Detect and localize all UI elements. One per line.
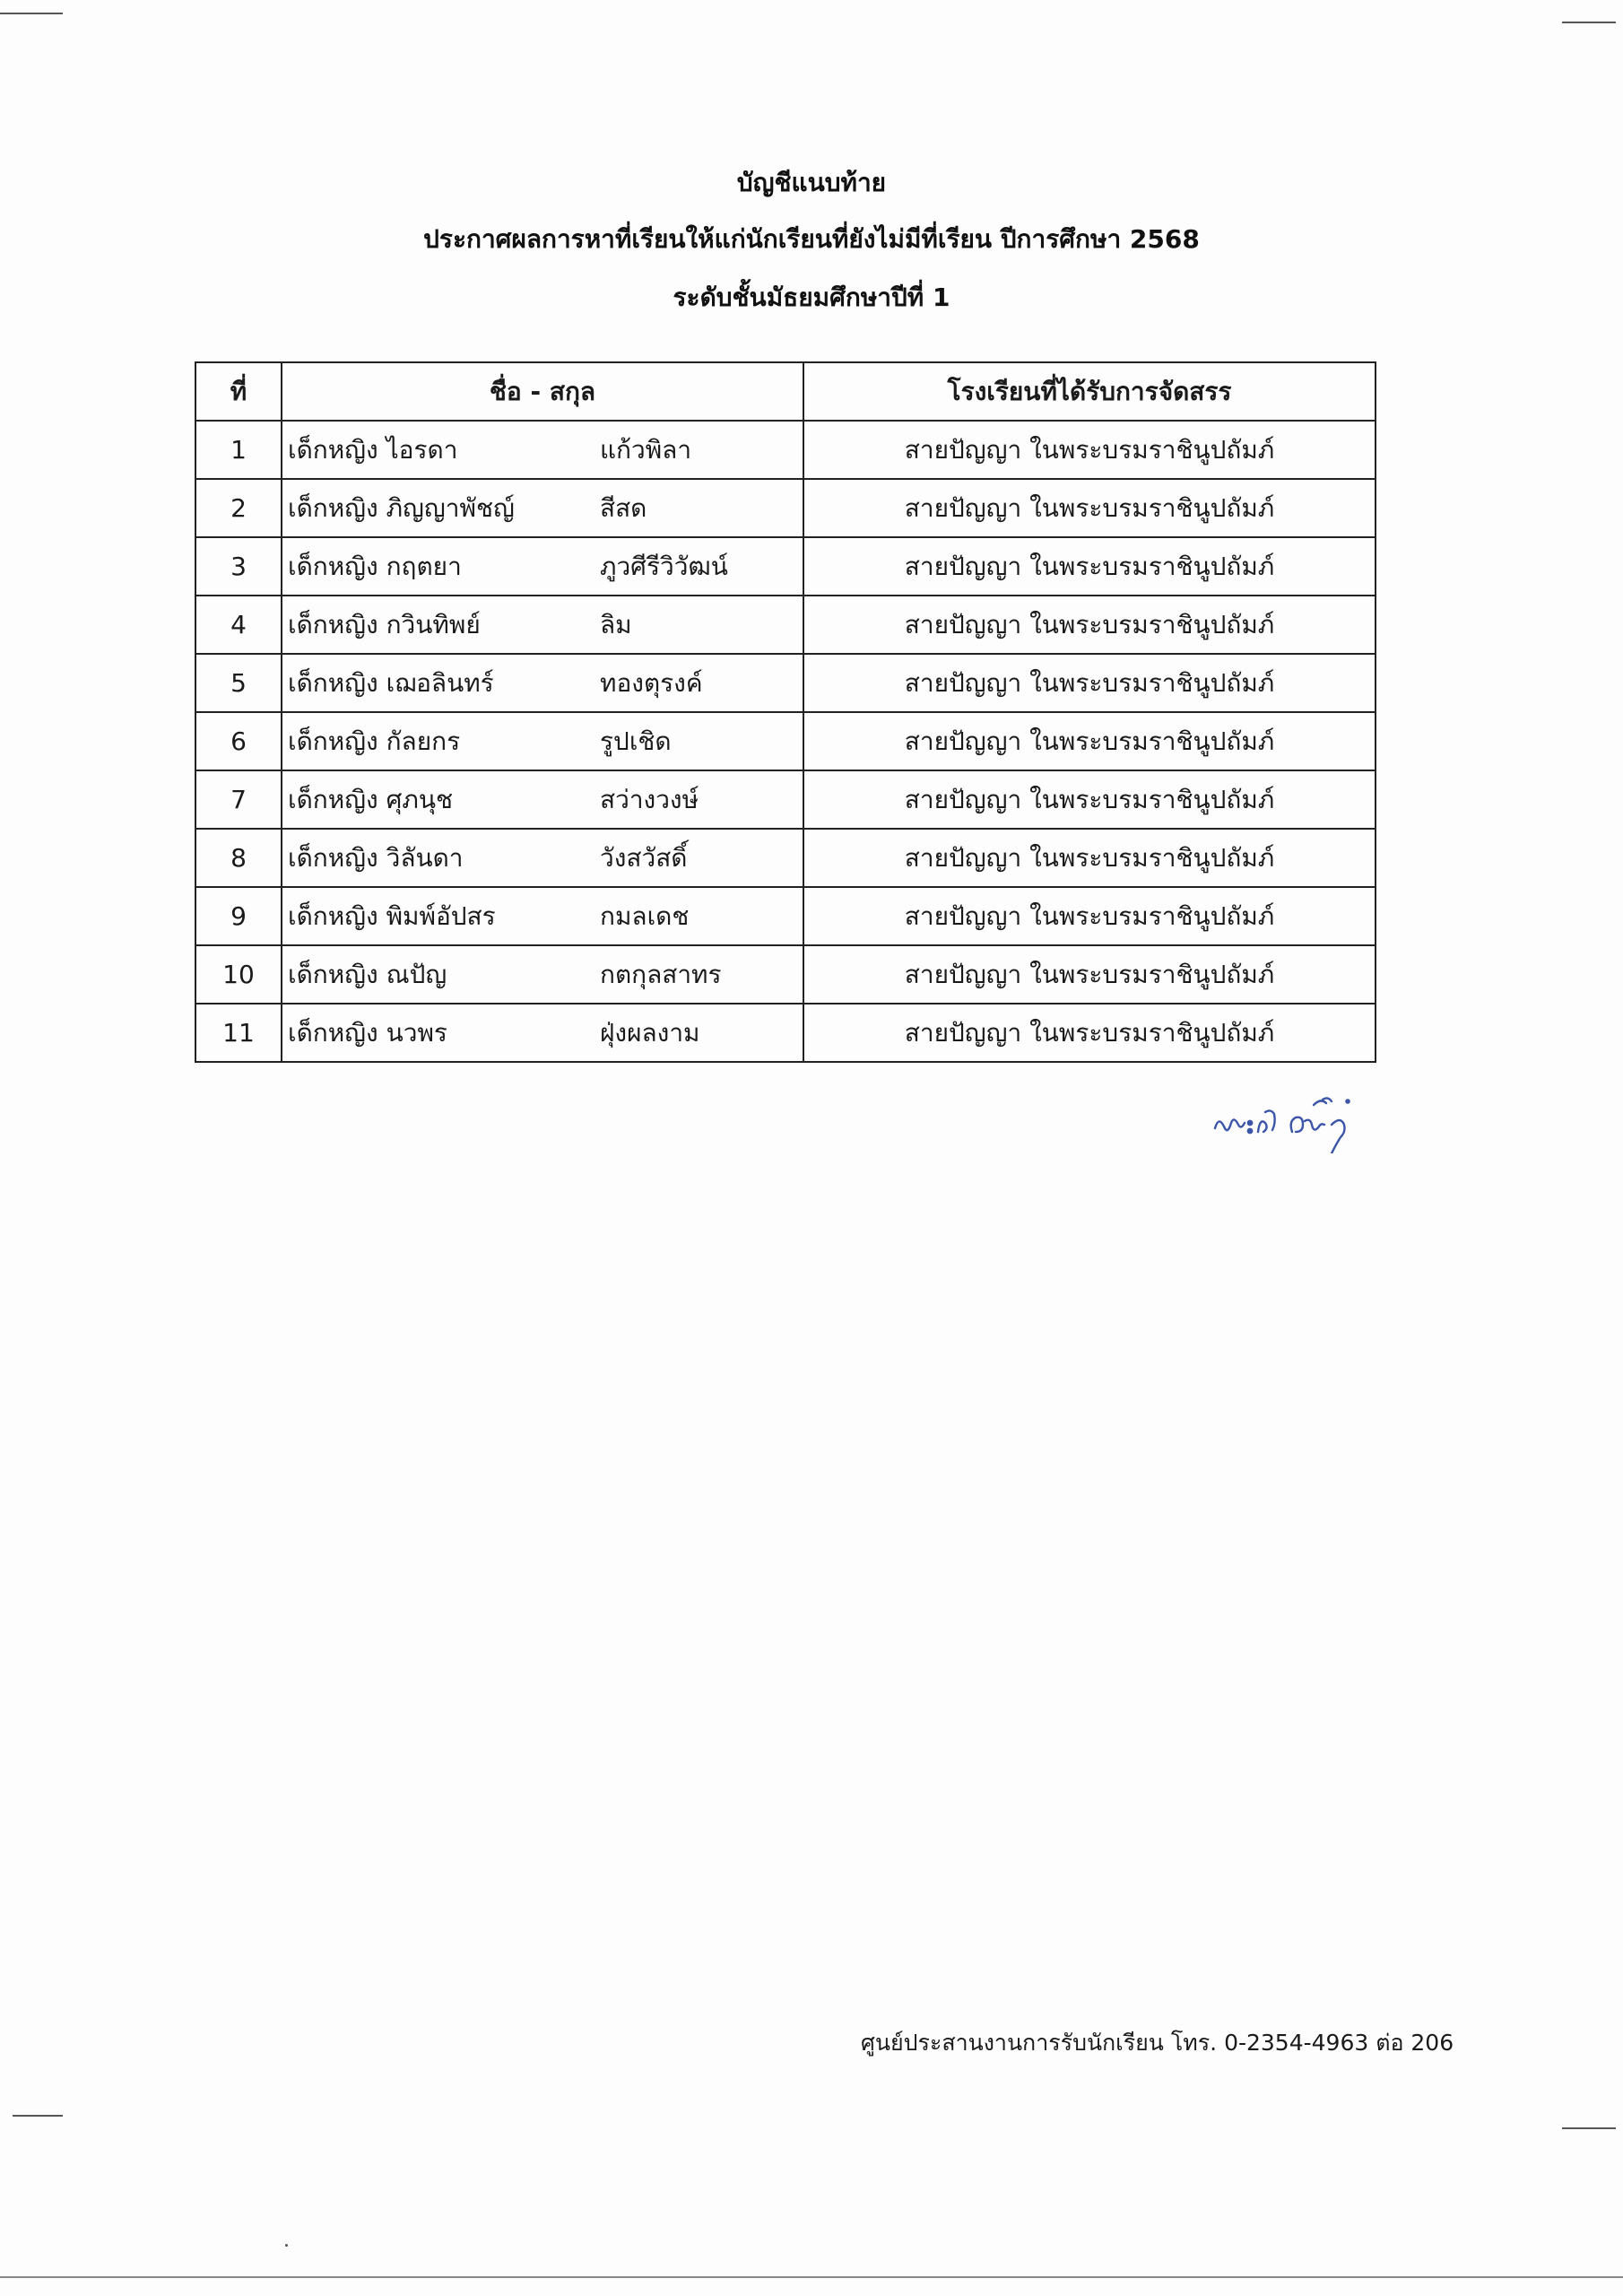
row-number: 7 [195, 770, 282, 829]
allocated-school: สายปัญญา ในพระบรมราชินูปถัมภ์ [803, 654, 1376, 712]
student-family-name: แก้วพิลา [600, 434, 692, 465]
announcement-title: ประกาศผลการหาที่เรียนให้แก่นักเรียนที่ยังไม่มีที่เรียน ปีการศึกษา 2568 [423, 224, 1200, 254]
student-family-name: วังสวัสดิ์ [600, 842, 688, 873]
row-number: 5 [195, 654, 282, 712]
student-name-cell [282, 1004, 803, 1062]
student-given-name: เด็กหญิง วิลันดา [288, 842, 464, 873]
table-row [195, 945, 1376, 1004]
scan-speck [285, 2244, 288, 2247]
edge-mark-bottom-right [1562, 2127, 1616, 2129]
student-given-name: เด็กหญิง กัลยกร [288, 726, 461, 756]
row-number: 3 [195, 537, 282, 596]
student-name-cell [282, 596, 803, 654]
student-given-name: เด็กหญิง เฌอลินทร์ [288, 667, 494, 698]
student-name-cell [282, 829, 803, 887]
allocated-school: สายปัญญา ในพระบรมราชินูปถัมภ์ [803, 479, 1376, 537]
student-family-name: กมลเดช [600, 900, 690, 931]
student-name [282, 946, 803, 1003]
student-name-cell [282, 770, 803, 829]
student-family-name: กตกุลสาทร [600, 959, 722, 989]
allocated-school: สายปัญญา ในพระบรมราชินูปถัมภ์ [803, 421, 1376, 479]
student-given-name: เด็กหญิง นวพร [288, 1017, 447, 1048]
student-name-cell [282, 712, 803, 770]
allocated-school: สายปัญญา ในพระบรมราชินูปถัมภ์ [803, 770, 1376, 829]
student-name [282, 888, 803, 944]
student-given-name: เด็กหญิง ภิญญาพัชญ์ [288, 492, 515, 523]
signature-icon [1206, 1082, 1385, 1153]
page-bottom-line [0, 2276, 1623, 2278]
student-given-name: เด็กหญิง ณปัญ [288, 959, 447, 989]
student-name [282, 771, 803, 828]
allocated-school: สายปัญญา ในพระบรมราชินูปถัมภ์ [803, 537, 1376, 596]
table-row [195, 537, 1376, 596]
student-name-cell [282, 537, 803, 596]
row-number: 6 [195, 712, 282, 770]
student-family-name: ฝุ่งผลงาม [600, 1017, 700, 1048]
allocated-school: สายปัญญา ในพระบรมราชินูปถัมภ์ [803, 887, 1376, 945]
column-header-no: ที่ [195, 362, 282, 421]
student-name-cell [282, 654, 803, 712]
table-row [195, 887, 1376, 945]
row-number: 2 [195, 479, 282, 537]
row-number: 4 [195, 596, 282, 654]
student-name [282, 422, 803, 478]
allocated-school: สายปัญญา ในพระบรมราชินูปถัมภ์ [803, 829, 1376, 887]
document-title: บัญชีแนบท้าย [736, 168, 887, 197]
student-given-name: เด็กหญิง กฤตยา [288, 551, 462, 581]
student-name [282, 596, 803, 653]
table-row [195, 829, 1376, 887]
student-name [282, 713, 803, 770]
student-name [282, 480, 803, 536]
allocated-school: สายปัญญา ในพระบรมราชินูปถัมภ์ [803, 596, 1376, 654]
edge-mark-top-right [1562, 22, 1616, 23]
allocated-school: สายปัญญา ในพระบรมราชินูปถัมภ์ [803, 712, 1376, 770]
student-given-name: เด็กหญิง ไอรดา [288, 434, 458, 465]
table-row [195, 712, 1376, 770]
allocated-school: สายปัญญา ในพระบรมราชินูปถัมภ์ [803, 945, 1376, 1004]
student-name [282, 538, 803, 595]
student-name-cell [282, 479, 803, 537]
student-family-name: ทองตุรงค์ [600, 667, 703, 698]
allocated-school: สายปัญญา ในพระบรมราชินูปถัมภ์ [803, 1004, 1376, 1062]
student-name-cell [282, 887, 803, 945]
student-name [282, 830, 803, 886]
student-name [282, 1004, 803, 1061]
student-given-name: เด็กหญิง พิมพ์อัปสร [288, 900, 496, 931]
student-name-cell [282, 421, 803, 479]
student-family-name: ภูวศีรีวิวัฒน์ [600, 551, 728, 581]
row-number: 9 [195, 887, 282, 945]
edge-mark-bottom-left [13, 2115, 63, 2117]
column-header-school: โรงเรียนที่ได้รับการจัดสรร [803, 362, 1376, 421]
row-number: 8 [195, 829, 282, 887]
table-row [195, 596, 1376, 654]
contact-footer: ศูนย์ประสานงานการรับนักเรียน โทร. 0-2354-4963 ต่อ 206 [861, 2030, 1454, 2056]
student-name [282, 655, 803, 711]
table-row [195, 1004, 1376, 1062]
table-header-row [195, 362, 1376, 421]
table-row [195, 421, 1376, 479]
student-given-name: เด็กหญิง ศุภนุช [288, 784, 453, 814]
student-family-name: สีสด [600, 492, 647, 523]
row-number: 11 [195, 1004, 282, 1062]
student-family-name: สว่างวงษ์ [600, 784, 699, 814]
student-family-name: รูปเชิด [600, 726, 672, 756]
edge-mark-top-left [0, 13, 63, 14]
table-row [195, 654, 1376, 712]
row-number: 1 [195, 421, 282, 479]
row-number: 10 [195, 945, 282, 1004]
column-header-name: ชื่อ - สกุล [282, 362, 803, 421]
student-name-cell [282, 945, 803, 1004]
table-body [195, 421, 1376, 1062]
student-family-name: ลิม [600, 609, 632, 639]
allocation-table [195, 361, 1376, 1063]
grade-level-title: ระดับชั้นมัธยมศึกษาปีที่ 1 [673, 283, 950, 312]
student-given-name: เด็กหญิง กวินทิพย์ [288, 609, 481, 639]
table-row [195, 770, 1376, 829]
table-row [195, 479, 1376, 537]
